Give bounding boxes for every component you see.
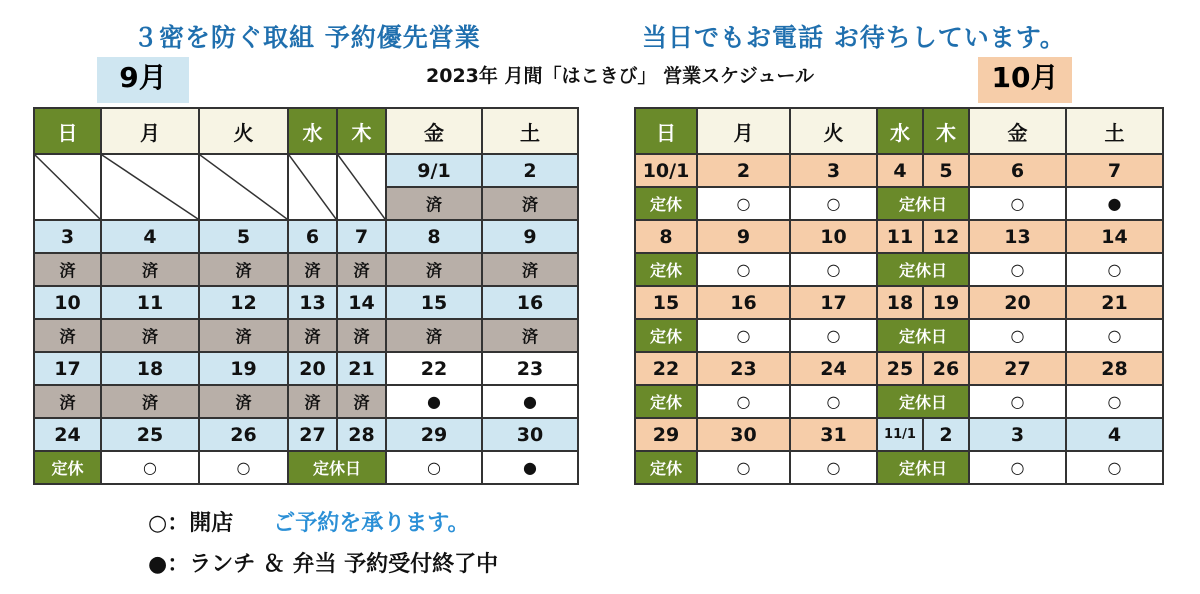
status-done: 済 [337,319,386,352]
date-cell: 13 [969,220,1066,253]
date-cell: 13 [288,286,337,319]
open-circle-icon: ○ [697,319,790,352]
open-circle-icon: ○ [697,253,790,286]
weekday-thu: 木 [337,108,386,154]
open-circle-icon: ○ [697,187,790,220]
date-cell: 16 [482,286,578,319]
regular-holiday-label: 定休 [635,385,697,418]
weekday-mon: 月 [101,108,199,154]
date-cell: 5 [199,220,288,253]
date-cell: 5 [923,154,969,187]
october-calendar [634,107,1164,485]
regular-holiday-label: 定休日 [877,319,969,352]
date-cell: 8 [635,220,697,253]
diagonal-line [102,155,198,219]
date-cell: 6 [969,154,1066,187]
open-circle-icon: ○ [148,511,168,536]
open-circle-icon: ○ [969,385,1066,418]
status-done: 済 [482,253,578,286]
date-cell: 4 [101,220,199,253]
regular-holiday-label: 定休 [635,319,697,352]
date-cell: 17 [790,286,877,319]
date-cell: 9 [697,220,790,253]
open-circle-icon: ○ [790,253,877,286]
date-cell: 7 [337,220,386,253]
status-done: 済 [101,385,199,418]
date-cell: 11 [877,220,923,253]
status-done: 済 [101,253,199,286]
date-cell: 14 [1066,220,1163,253]
date-cell: 2 [697,154,790,187]
date-cell: 30 [482,418,578,451]
diagonal-line [338,155,385,219]
open-circle-icon: ○ [790,451,877,484]
diagonal-line [289,155,336,219]
regular-holiday-label: 定休日 [877,187,969,220]
september-label: 9月 [97,57,189,103]
date-cell: 14 [337,286,386,319]
status-done: 済 [199,319,288,352]
regular-holiday-label: 定休 [635,451,697,484]
banner-left-text: ３密を防ぐ取組 予約優先営業 [133,23,481,52]
open-circle-icon: ○ [199,451,288,484]
status-done: 済 [386,187,482,220]
october-label: 10月 [978,57,1072,103]
open-circle-icon: ○ [1066,451,1163,484]
date-cell: 28 [337,418,386,451]
date-cell: 22 [635,352,697,385]
legend-closed-text: ：ランチ ＆ 弁当 予約受付終了中 [167,552,499,577]
date-cell: 26 [923,352,969,385]
open-circle-icon: ○ [1066,319,1163,352]
regular-holiday-label: 定休日 [877,385,969,418]
open-circle-icon: ○ [790,187,877,220]
date-cell: 23 [697,352,790,385]
status-done: 済 [34,253,101,286]
weekday-tue: 火 [199,108,288,154]
date-cell: 27 [969,352,1066,385]
filled-circle-icon: ● [482,385,578,418]
weekday-tue: 火 [790,108,877,154]
date-cell: 23 [482,352,578,385]
weekday-thu: 木 [923,108,969,154]
date-cell: 21 [337,352,386,385]
empty-day-cell [337,154,386,220]
open-circle-icon: ○ [969,253,1066,286]
open-circle-icon: ○ [1066,385,1163,418]
reservation-note: ご予約を承ります。 [273,511,470,536]
empty-day-cell [101,154,199,220]
regular-holiday-label: 定休 [635,187,697,220]
diagonal-line [200,155,287,219]
september-calendar [33,107,579,485]
status-done: 済 [199,253,288,286]
date-cell: 3 [34,220,101,253]
date-cell: 15 [635,286,697,319]
date-cell: 4 [877,154,923,187]
status-done: 済 [34,319,101,352]
date-cell: 2 [923,418,969,451]
date-cell: 15 [386,286,482,319]
date-cell: 10 [34,286,101,319]
status-done: 済 [288,385,337,418]
status-done: 済 [288,319,337,352]
weekday-sun: 日 [635,108,697,154]
date-cell: 6 [288,220,337,253]
date-cell: 31 [790,418,877,451]
empty-day-cell [34,154,101,220]
banner-right-text: 当日でもお電話 お待ちしています。 [642,23,1066,52]
date-cell: 25 [101,418,199,451]
date-cell: 21 [1066,286,1163,319]
date-cell: 10/1 [635,154,697,187]
date-cell: 11 [101,286,199,319]
weekday-fri: 金 [969,108,1066,154]
date-cell: 24 [34,418,101,451]
open-circle-icon: ○ [969,319,1066,352]
date-cell: 17 [34,352,101,385]
header-banner [0,18,1200,54]
filled-circle-icon: ● [1066,187,1163,220]
filled-circle-icon: ● [148,552,168,577]
date-cell: 27 [288,418,337,451]
status-done: 済 [199,385,288,418]
weekday-sat: 土 [1066,108,1163,154]
date-cell: 12 [923,220,969,253]
status-done: 済 [288,253,337,286]
status-done: 済 [337,385,386,418]
date-cell: 3 [790,154,877,187]
regular-holiday-label: 定休 [635,253,697,286]
date-cell: 20 [288,352,337,385]
weekday-wed: 水 [288,108,337,154]
date-cell: 9/1 [386,154,482,187]
legend-open [148,506,469,537]
date-cell: 19 [199,352,288,385]
date-cell: 8 [386,220,482,253]
status-done: 済 [386,319,482,352]
open-circle-icon: ○ [790,385,877,418]
regular-holiday-label: 定休日 [288,451,386,484]
date-cell: 18 [101,352,199,385]
filled-circle-icon: ● [482,451,578,484]
date-cell: 7 [1066,154,1163,187]
legend-open-text: ：開店 [167,511,234,536]
open-circle-icon: ○ [101,451,199,484]
open-circle-icon: ○ [697,385,790,418]
legend-closed [148,547,498,578]
weekday-wed: 水 [877,108,923,154]
regular-holiday-label: 定休 [34,451,101,484]
date-cell: 2 [482,154,578,187]
date-cell: 16 [697,286,790,319]
weekday-mon: 月 [697,108,790,154]
date-cell: 29 [635,418,697,451]
empty-day-cell [288,154,337,220]
date-cell: 29 [386,418,482,451]
regular-holiday-label: 定休日 [877,253,969,286]
open-circle-icon: ○ [697,451,790,484]
weekday-sat: 土 [482,108,578,154]
status-done: 済 [482,187,578,220]
date-cell: 3 [969,418,1066,451]
open-circle-icon: ○ [969,187,1066,220]
date-cell: 10 [790,220,877,253]
date-cell: 12 [199,286,288,319]
schedule-title: 2023年 月間「はこきび」 営業スケジュール [426,65,814,87]
empty-day-cell [199,154,288,220]
date-cell: 9 [482,220,578,253]
status-done: 済 [386,253,482,286]
filled-circle-icon: ● [386,385,482,418]
date-cell: 22 [386,352,482,385]
open-circle-icon: ○ [969,451,1066,484]
status-done: 済 [34,385,101,418]
open-circle-icon: ○ [790,319,877,352]
date-cell: 20 [969,286,1066,319]
weekday-header-row [635,108,1163,154]
status-done: 済 [337,253,386,286]
date-cell: 25 [877,352,923,385]
date-cell: 26 [199,418,288,451]
status-done: 済 [482,319,578,352]
weekday-fri: 金 [386,108,482,154]
date-cell: 19 [923,286,969,319]
weekday-sun: 日 [34,108,101,154]
date-cell: 4 [1066,418,1163,451]
date-cell: 11/1 [877,418,923,451]
date-cell: 28 [1066,352,1163,385]
regular-holiday-label: 定休日 [877,451,969,484]
date-cell: 18 [877,286,923,319]
status-done: 済 [101,319,199,352]
diagonal-line [35,155,100,219]
date-cell: 24 [790,352,877,385]
weekday-header-row [34,108,578,154]
date-cell: 30 [697,418,790,451]
open-circle-icon: ○ [386,451,482,484]
open-circle-icon: ○ [1066,253,1163,286]
